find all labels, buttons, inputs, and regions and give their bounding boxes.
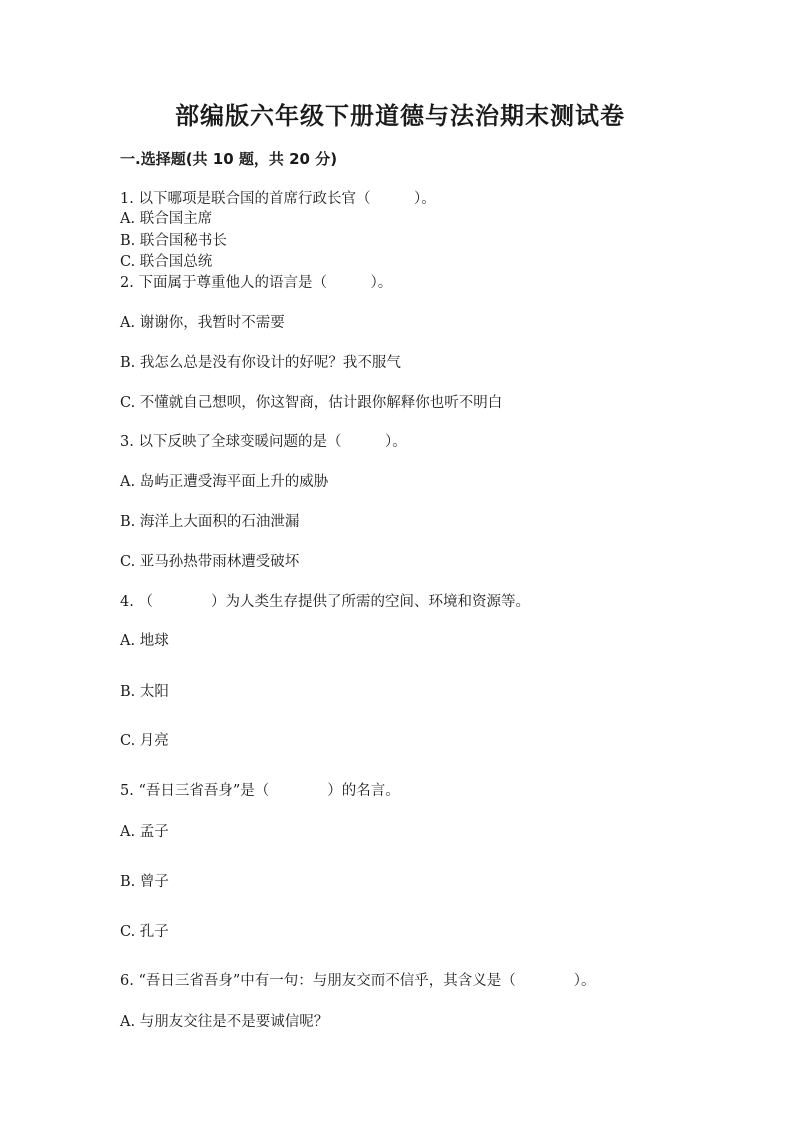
q1-option-b: B. 联合国秘书长 — [120, 233, 227, 249]
q3-option-b: B. 海洋上大面积的石油泄漏 — [120, 514, 300, 530]
q4-option-b: B. 太阳 — [120, 684, 169, 700]
question-6: 6. “吾日三省吾身”中有一句：与朋友交而不信乎，其含义是（ ）。 — [120, 973, 596, 989]
q5-option-b: B. 曾子 — [120, 874, 169, 890]
q3-option-a: A. 岛屿正遭受海平面上升的威胁 — [120, 474, 329, 490]
q5-option-c: C. 孔子 — [120, 924, 169, 940]
question-5: 5. “吾日三省吾身”是（ ）的名言。 — [120, 783, 400, 799]
q6-option-a: A. 与朋友交往是不是要诚信呢？ — [120, 1014, 329, 1030]
q4-option-a: A. 地球 — [120, 633, 169, 649]
q3-option-c: C. 亚马孙热带雨林遭受破坏 — [120, 554, 300, 570]
page-title: 部编版六年级下册道德与法治期末测试卷 — [175, 102, 625, 130]
section-heading: 一.选择题(共 10 题，共 20 分) — [120, 150, 338, 168]
q4-option-c: C. 月亮 — [120, 733, 169, 749]
q2-option-b: B. 我怎么总是没有你设计的好呢？我不服气 — [120, 355, 401, 371]
q1-option-a: A. 联合国主席 — [120, 211, 213, 227]
q1-option-c: C. 联合国总统 — [120, 254, 213, 270]
question-2: 2. 下面属于尊重他人的语言是（ ）。 — [120, 275, 393, 291]
question-3: 3. 以下反映了全球变暖问题的是（ ）。 — [120, 434, 407, 450]
question-4: 4. （ ）为人类生存提供了所需的空间、环境和资源等。 — [120, 594, 530, 610]
question-1: 1. 以下哪项是联合国的首席行政长官（ ）。 — [120, 191, 436, 207]
q5-option-a: A. 孟子 — [120, 824, 169, 840]
q2-option-c: C. 不懂就自己想呗，你这智商，估计跟你解释你也听不明白 — [120, 395, 503, 411]
q2-option-a: A. 谢谢你，我暂时不需要 — [120, 315, 285, 331]
